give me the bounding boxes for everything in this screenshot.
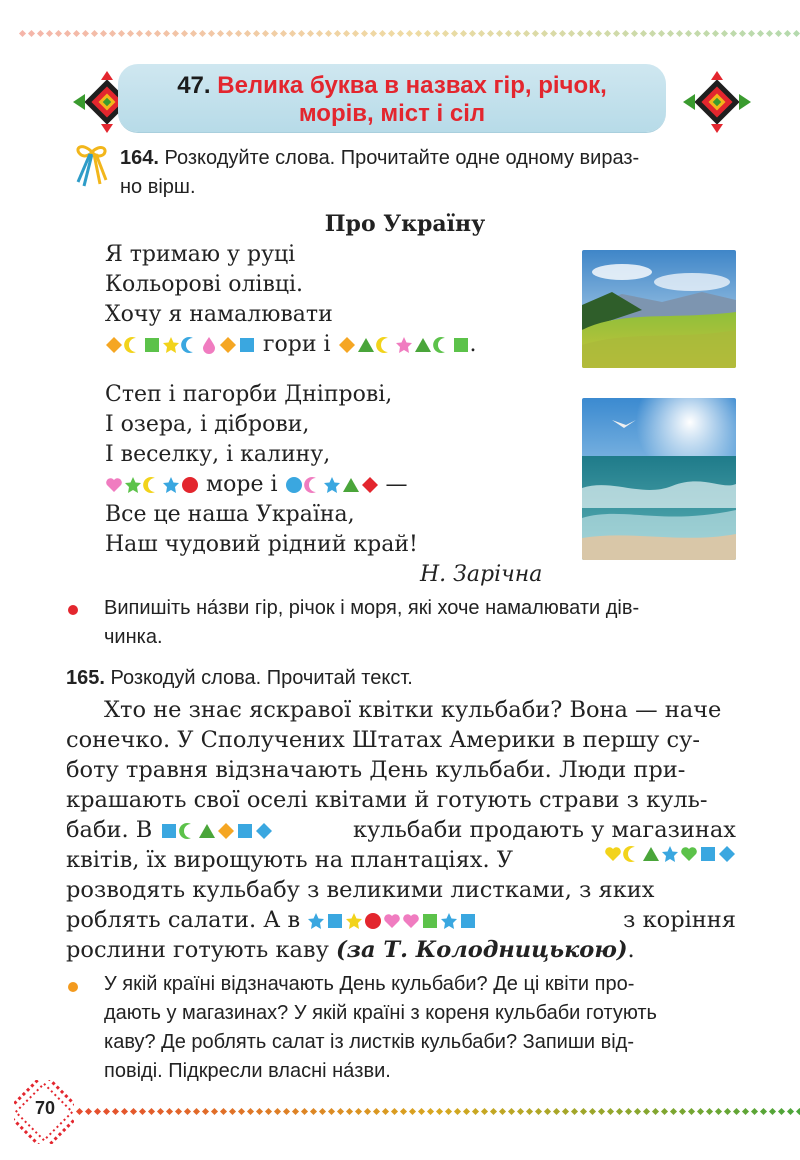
sea-waves-photo	[582, 398, 736, 560]
task-165-line4: повіді. Підкресли власні на́зви.	[104, 1060, 391, 1082]
poem-text-fragment: море і	[206, 472, 278, 497]
text-line	[66, 785, 736, 815]
text-fragment: крашають свої оселі квітами й готують страви з куль-	[66, 787, 708, 813]
page-number: 70	[34, 1098, 56, 1118]
task-165-line1: У якій країні відзначають День кульбаби? Де ці квіти про-	[104, 973, 635, 995]
coded-word-country	[604, 845, 736, 875]
poem-line: Все це наша Україна,	[105, 502, 355, 527]
text-fragment: сонечко. У Сполучених Штатах Америки в першу су-	[66, 727, 700, 753]
poem-text-fragment: .	[469, 332, 477, 357]
mountain-landscape-photo	[582, 250, 736, 368]
task-165-line2: дають у магазинах? У якій країні з кореня кульбаби готують	[104, 1002, 657, 1024]
lesson-number: 47.	[177, 72, 211, 99]
poem-author: Н. Зарічна	[420, 562, 543, 587]
task-165-line3: каву? Де роблять салат із листків кульбаби? Запиши від-	[104, 1031, 635, 1053]
text-line	[66, 935, 736, 965]
poem-text-fragment: —	[385, 472, 408, 497]
text-line	[66, 695, 736, 725]
text-fragment: баби. В	[66, 817, 153, 843]
poem-stanza-2	[105, 380, 418, 560]
task-164-line2: чинка.	[104, 626, 163, 648]
exercise-165-text: Розкодуй слова. Прочитай текст.	[110, 667, 413, 689]
task-164-line1: Випишіть на́зви гір, річок і моря, які хоче намалювати дів-	[104, 597, 640, 619]
coded-word-river	[285, 476, 379, 494]
lesson-title-text: Велика буква в назвах гір, річок,	[217, 72, 607, 99]
poem-line: Кольорові олівці.	[105, 272, 304, 297]
exercise-165-instruction	[66, 664, 413, 693]
poem-line: І озера, і діброви,	[105, 412, 310, 437]
text-fragment: кульбаби продають у магазинах	[352, 817, 736, 843]
exercise-164-line2: но вірш.	[120, 176, 196, 198]
decorative-bottom-border	[75, 1106, 800, 1118]
text-fragment: з коріння	[623, 907, 736, 933]
task-164	[104, 594, 764, 652]
coded-word-country-2	[307, 912, 477, 930]
text-line	[66, 755, 736, 785]
text-line-coded	[66, 845, 736, 875]
text-line-coded	[66, 905, 736, 935]
poem-line: Я тримаю у руці	[105, 242, 296, 267]
embroidery-ornament-right	[682, 70, 752, 134]
poem-line-coded	[105, 330, 477, 360]
exercise-165-number: 165.	[66, 667, 105, 689]
task-bullet	[68, 605, 78, 615]
source-attribution: (за Т. Колодницькою)	[335, 937, 628, 963]
text-fragment: рослини готують каву	[66, 937, 329, 963]
poem-text-fragment: гори і	[263, 332, 331, 357]
text-fragment: .	[627, 937, 635, 963]
lesson-title-line2: морів, міст і сіл	[298, 100, 486, 127]
text-fragment: боту травня відзначають День кульбаби. Люди при-	[66, 757, 686, 783]
poem-line: Хочу я намалювати	[105, 302, 333, 327]
coded-word-sea	[105, 476, 199, 494]
poem-title: Про Україну	[324, 211, 486, 237]
lesson-title-line1	[118, 72, 666, 100]
poem-line: І веселку, і калину,	[105, 442, 331, 467]
ribbon-tassel-icon	[66, 142, 112, 190]
task-165	[104, 970, 764, 1086]
text-fragment: квітів, їх вирощують на плантаціях. У	[66, 847, 514, 873]
poem-line: Наш чудовий рідний край!	[105, 532, 418, 557]
exercise-164-instruction	[120, 144, 760, 202]
poem-line: Степ і пагорби Дніпрові,	[105, 382, 393, 407]
lesson-title-banner	[118, 64, 666, 132]
exercise-164-line1: Розкодуйте слова. Прочитайте одне одному вираз-	[164, 147, 640, 169]
poem-stanza-1	[105, 240, 477, 360]
decorative-top-border	[18, 28, 800, 40]
text-fragment: роблять салати. А в	[66, 907, 301, 933]
coded-word-netherlands	[160, 822, 273, 840]
text-line	[66, 875, 736, 905]
coded-word-mountains-2	[338, 336, 470, 354]
exercise-165-text-body	[66, 695, 736, 965]
coded-word-mountains	[105, 336, 256, 354]
text-fragment: Хто не знає яскравої квітки кульбаби? Вона — наче	[104, 697, 722, 723]
exercise-164-number: 164.	[120, 147, 159, 169]
text-line-coded	[66, 815, 736, 845]
task-bullet	[68, 982, 78, 992]
text-fragment: розводять кульбабу з великими листками, з яких	[66, 877, 655, 903]
poem-line-coded	[105, 470, 418, 500]
text-line	[66, 725, 736, 755]
